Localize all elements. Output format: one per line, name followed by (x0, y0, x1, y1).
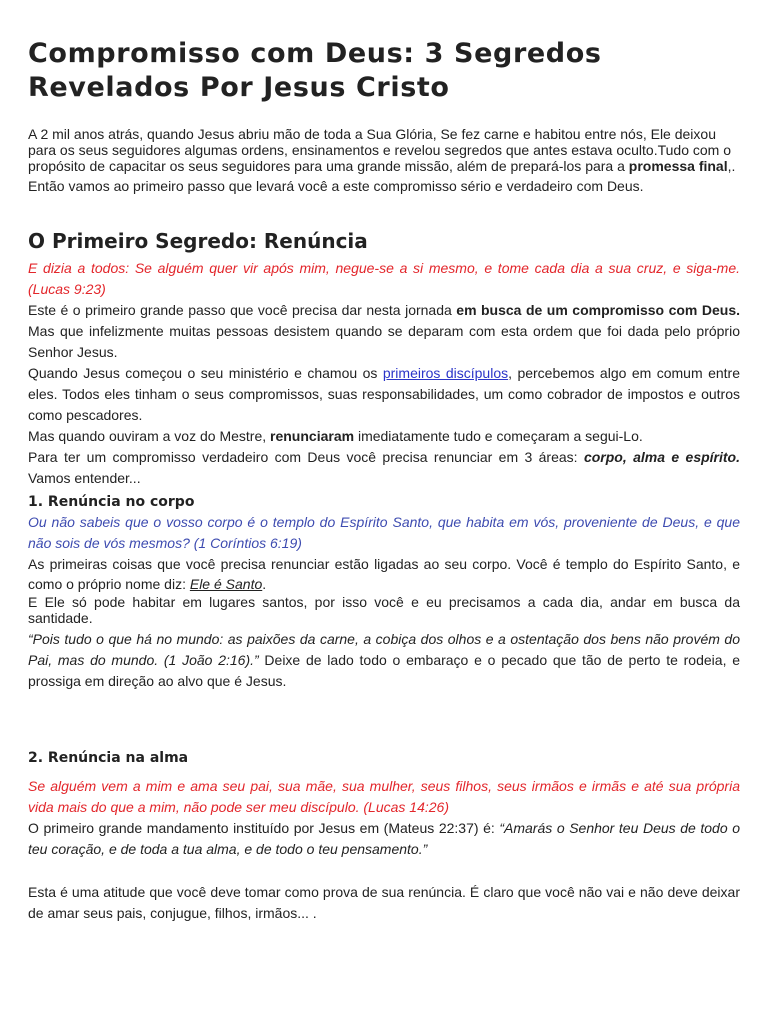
bold-italic-text: corpo, alma e espírito. (583, 449, 740, 465)
section1-paragraph-3 (28, 426, 740, 447)
verse-1-corintios-6-19: Ou não sabeis que o vosso corpo é o templo do Espírito Santo, que habita em vós, proveniente de Deus, e que não sois de vós mesmos? (1 Coríntios 6:19) (28, 514, 740, 551)
subsection-alma (28, 748, 740, 924)
text: Mas quando ouviram a voz do Mestre, (28, 428, 271, 444)
intro-section (28, 126, 740, 194)
section1-paragraph-4 (28, 447, 740, 489)
subsection-heading-alma: 2. Renúncia na alma (28, 750, 189, 766)
sub1-paragraph-2: E Ele só pode habitar em lugares santos, por isso você e eu precisamos a cada dia, andar em busca da santidade. (28, 594, 740, 626)
bold-text: em busca de um compromisso com Deus. (456, 302, 740, 318)
text: Vamos entender... (28, 470, 141, 486)
intro-bold-text: promessa final (628, 158, 728, 174)
sub1-paragraph-3 (28, 629, 740, 692)
text: Quando Jesus começou o seu ministério e chamou os (28, 365, 383, 381)
text: imediatamente tudo e começaram a segui-Lo. (354, 428, 643, 444)
intro-paragraph-1 (28, 126, 740, 174)
text: , percebemos algo em comum entre eles. Todos eles tinham o seus compromissos, suas responsabilidades, um como cobrador de impostos e outros como pescadores. (28, 365, 740, 423)
verse-lucas-9-23: E dizia a todos: Se alguém quer vir após mim, negue-se a si mesmo, e tome cada dia a sua cruz, e siga-me. (Lucas 9:23) (28, 260, 740, 297)
sub2-paragraph-1 (28, 818, 740, 860)
subsection-corpo (28, 492, 740, 692)
verse-lucas-14-26: Se alguém vem a mim e ama seu pai, sua mãe, sua mulher, seus filhos, seus irmãos e irmãs e até sua própria vida mais do que a mim, não pode ser meu discípulo. (Lucas 14:26) (28, 778, 740, 815)
intro-text-end: ,. (727, 158, 736, 174)
subsection-heading-corpo: 1. Renúncia no corpo (28, 494, 195, 510)
text: Este é o primeiro grande passo que você precisa dar nesta jornada (28, 302, 457, 318)
page-title: Compromisso com Deus: 3 Segredos Revelados Por Jesus Cristo (28, 38, 602, 103)
text: As primeiras coisas que você precisa renunciar estão ligadas ao seu corpo. Você é templo do Espírito Santo, e como o próprio nome diz: (28, 556, 740, 592)
section-heading-renuncia: O Primeiro Segredo: Renúncia (28, 229, 368, 253)
text: Deixe de lado todo o embaraço e o pecado que tão de perto te rodeia, e prossiga em direção ao alvo que é Jesus. (28, 652, 741, 689)
text: O primeiro grande mandamento instituído por Jesus em (Mateus 22:37) é: (28, 820, 500, 836)
section1-paragraph-2 (28, 363, 740, 426)
quote-text: “Pois tudo o que há no mundo: as paixões da carne, a cobiça dos olhos e a ostentação dos bens não provém do Pai, mas do mundo. (1 João 2:16).” (28, 631, 740, 668)
text: Para ter um compromisso verdadeiro com Deus você precisa renunciar em 3 áreas: (28, 449, 584, 465)
section1-paragraph-1 (28, 300, 740, 363)
section-renuncia (28, 258, 740, 489)
sub2-paragraph-2: Esta é uma atitude que você deve tomar como prova de sua renúncia. É claro que você não vai e não deve deixar de amar seus pais, conjugue, filhos, irmãos... . (28, 884, 740, 921)
text: . (262, 576, 267, 592)
bold-text: renunciaram (270, 428, 355, 444)
primeiros-discipulos-link[interactable]: primeiros discípulos (382, 365, 509, 381)
sub1-paragraph-1 (28, 554, 740, 594)
quote-text: “Amarás o Senhor teu Deus de todo o teu coração, e de toda a tua alma, e de todo o teu pensamento.” (28, 820, 740, 857)
intro-paragraph-2: Então vamos ao primeiro passo que levará você a este compromisso sério e verdadeiro com Deus. (28, 178, 644, 194)
intro-text: A 2 mil anos atrás, quando Jesus abriu mão de toda a Sua Glória, Se fez carne e habitou entre nós, Ele deixou para os seus seguidores algumas ordens, ensinamentos e revelou segredos que antes estava oculto.Tudo com o propósito de capacitar os seus seguidores para uma grande missão, além de prepará-los para a (28, 126, 732, 174)
text: Mas que infelizmente muitas pessoas desistem quando se deparam com esta ordem que foi dada pelo próprio Senhor Jesus. (28, 323, 740, 360)
emphasis-text: Ele é Santo (189, 576, 263, 592)
